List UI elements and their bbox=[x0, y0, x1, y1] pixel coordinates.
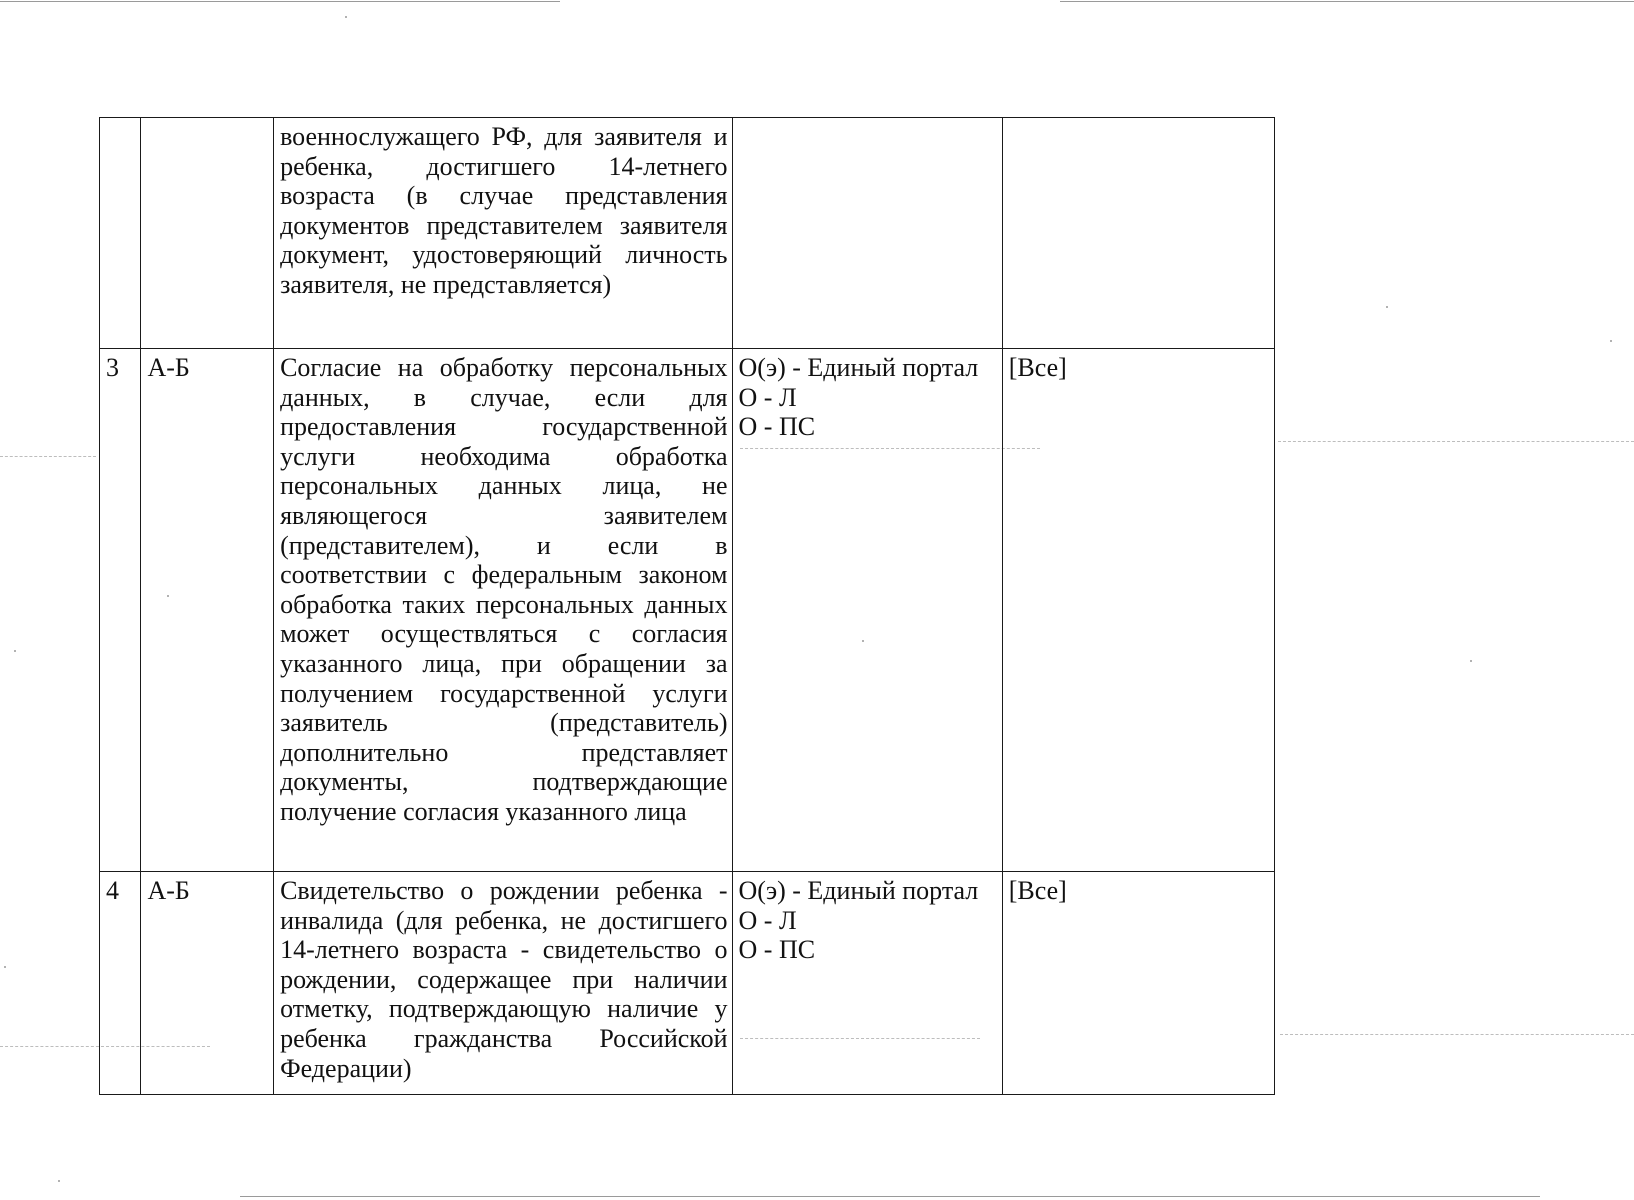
scan-artifact-bottom-line bbox=[240, 1196, 1540, 1197]
form-line: О(э) - Единый портал bbox=[738, 353, 979, 382]
row-number-cell: 4 bbox=[100, 872, 141, 1095]
scan-speck bbox=[1610, 340, 1612, 342]
form-line: О(э) - Единый портал bbox=[738, 876, 979, 905]
scan-artifact-left-line bbox=[0, 456, 96, 457]
form-line: О - Л bbox=[738, 905, 797, 935]
table-row bbox=[100, 118, 1275, 349]
table-row bbox=[100, 349, 1275, 872]
scan-speck bbox=[345, 16, 347, 18]
row-form-cell bbox=[732, 349, 1002, 872]
scan-artifact-top-line-right bbox=[1060, 1, 1634, 2]
row-form-lines bbox=[739, 876, 998, 965]
row-description-text: военнослужащего РФ, для заявителя и ребенка, достигшего 14-летнего возраста (в случае представления документов представителем заявителя документ, удостоверяющий личность заявителя, не представляется) bbox=[280, 122, 728, 299]
scan-speck bbox=[14, 650, 16, 652]
row-description-text: Свидетельство о рождении ребенка - инвалида (для ребенка, не достигшего 14-летнего возраста - свидетельство о рождении, содержащее при наличии отметку, подтверждающую наличие у ребенка гражданства Российской Федерации) bbox=[280, 876, 728, 1083]
row-category-cell: А-Б bbox=[141, 349, 274, 872]
scan-artifact-right-line bbox=[1278, 441, 1634, 442]
scan-speck bbox=[1386, 306, 1388, 308]
row-number-cell bbox=[100, 118, 141, 349]
row-category-cell: А-Б bbox=[141, 872, 274, 1095]
row-description-text: Согласие на обработку персональных данных, в случае, если для предоставления государственной услуги необходима обработка персональных данных лица, не являющегося заявителем (представителем), и если в соответствии с федеральным законом обработка таких персональных данных может осуществляться с согласия указанного лица, при обращении за получением государственной услуги заявитель (представитель) дополнительно представляет документы, подтверждающие получение согласия указанного лица bbox=[280, 353, 728, 826]
row-number-cell: 3 bbox=[100, 349, 141, 872]
scan-artifact-lower-right-line bbox=[1280, 1034, 1634, 1035]
row-description-cell bbox=[274, 349, 732, 872]
form-line: О - ПС bbox=[738, 412, 816, 442]
scan-artifact-top-line bbox=[0, 1, 560, 2]
table-row bbox=[100, 872, 1275, 1095]
scan-speck bbox=[4, 966, 6, 968]
scan-speck bbox=[1470, 660, 1472, 662]
row-form-cell bbox=[732, 872, 1002, 1095]
row-description-cell bbox=[274, 872, 732, 1095]
row-category-cell bbox=[141, 118, 274, 349]
form-line: О - Л bbox=[738, 382, 797, 412]
row-scope-cell bbox=[1002, 118, 1274, 349]
row-form-lines bbox=[739, 353, 998, 442]
row-form-cell bbox=[732, 118, 1002, 349]
row-scope-cell: [Все] bbox=[1002, 349, 1274, 872]
documents-table bbox=[99, 117, 1275, 1095]
scan-speck bbox=[58, 1180, 60, 1182]
row-scope-cell: [Все] bbox=[1002, 872, 1274, 1095]
form-line: О - ПС bbox=[738, 935, 816, 965]
row-description-cell bbox=[274, 118, 732, 349]
